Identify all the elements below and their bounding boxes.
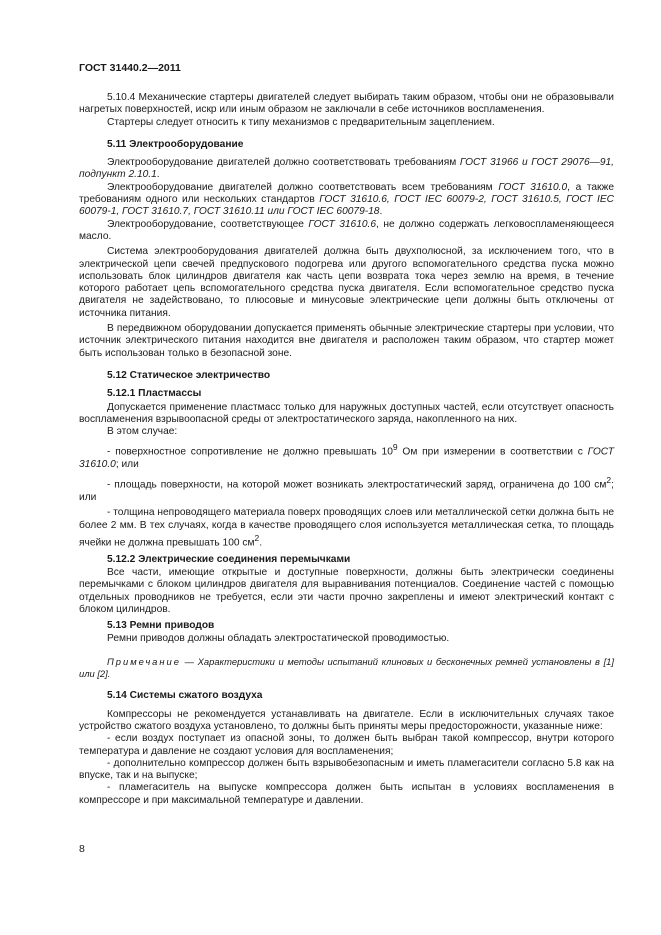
- heading-5-14: 5.14 Системы сжатого воздуха: [107, 690, 263, 702]
- document-header: ГОСТ 31440.2—2011: [79, 62, 181, 74]
- paragraph-5-12-1-1: Допускается применение пластмасс только для наружных доступных частей, если отсутствует опасность воспламенения взрывоопасной среды от электростатического заряда, накопленного на них.: [79, 401, 614, 425]
- page-number: 8: [79, 843, 85, 855]
- heading-5-12-2: 5.12.2 Электрические соединения перемычками: [107, 553, 351, 565]
- list-item-flame-arresters: - дополнительно компрессор должен быть взрывобезопасным и иметь пламегасители согласно 5.8 как на впуске, так и на выпуске;: [79, 757, 614, 782]
- paragraph-5-11-4: Система электрооборудования двигателей должна быть двухполюсной, за исключением того, что в электрической цепи свечей предпускового подогрева или другого вспомогательного средства пуска можно использовать блок цилиндров двигателя как часть цепи возврата тока через землю на время, в течение которого работает цепь вспомогательного средства пуска двигателя. Если вспомогательное средство пуска двигателя не задействовано, то плюсовые и минусовые электрические цепи должны быть отключены от источника питания.: [79, 246, 614, 319]
- list-item-air-source: - если воздух поступает из опасной зоны, то должен быть выбран такой компрессор, внутри которого температура и давление не создают условия для воспламенения;: [79, 733, 614, 757]
- heading-5-12-1: 5.12.1 Пластмассы: [107, 388, 202, 400]
- heading-5-12: 5.12 Статическое электричество: [107, 369, 271, 381]
- heading-5-11: 5.11 Электрооборудование: [107, 138, 244, 150]
- list-item-arrester-test: - пламегаситель на выпуске компрессора должен быть испытан в условиях воспламенения в компрессоре и при максимальной температуре и давлении.: [79, 782, 614, 806]
- paragraph-5-12-2-1: Все части, имеющие открытые и доступные поверхности, должны быть электрически соединены перемычками с блоком цилиндров двигателя для выравнивания потенциалов. Соединение частей с помощью отдельных проводников не требуется, если эти части прочно закреплены и имеют электрический контакт с блоком цилиндров.: [79, 566, 614, 615]
- paragraph-starters: Стартеры следует относить к типу механизмов с предварительным зацеплением.: [107, 116, 495, 128]
- paragraph-5-10-4: 5.10.4 Механические стартеры двигателей следует выбирать таким образом, чтобы они не образовывали нагретых поверхностей, искр или иным образом не заключали в себе источников воспламенения.: [79, 92, 614, 116]
- note-5-13: Примечание — Характеристики и методы испытаний клиновых и бесконечных ремней установлены в [1] или [2].: [79, 655, 614, 680]
- paragraph-5-11-3: Электрооборудование, соответствующее ГОСТ 31610.6, не должно содержать легковоспламеняющееся масло.: [79, 218, 615, 242]
- paragraph-5-12-1-2: В этом случае:: [107, 426, 178, 438]
- paragraph-5-11-1: Электрооборудование двигателей должно соответствовать требованиям ГОСТ 31966 и ГОСТ 29076—91, подпункт 2.10.1.: [79, 157, 614, 181]
- paragraph-5-11-2: Электрооборудование двигателей должно соответствовать всем требованиям ГОСТ 31610.0, а также требованиям одного или нескольких стандартов ГОСТ 31610.6, ГОСТ IEC 60079-2, ГОСТ 31610.5, ГОСТ IEC 60079-1, ГОСТ 31610.7, ГОСТ 31610.11 или ГОСТ IEC 60079-18.: [79, 181, 614, 218]
- paragraph-5-11-5: В передвижном оборудовании допускается применять обычные электрические стартеры при условии, что источник электрического питания находится вне двигателя и расположен таким образом, что стартер может быть использован только в безопасной зоне.: [79, 323, 614, 359]
- list-item-thickness: - толщина непроводящего материала поверх проводящих слоев или металлической сетки должна быть не более 2 мм. В тех случаях, когда в качестве проводящего слоя используется металлическая сетка, то площадь ячейки не должна превышать 100 $см^2$.: [79, 507, 614, 549]
- list-item-area: - площадь поверхности, на которой может возникать электростатический заряд, ограничена до 100 $см^2$; или: [79, 475, 614, 504]
- page-content: [79, 92, 614, 807]
- list-item-resistance: - поверхностное сопротивление не должно превышать $10^9$ Ом при измерении в соответствии с ГОСТ 31610.0; или: [79, 442, 614, 471]
- paragraph-5-13-1: Ремни приводов должны обладать электростатической проводимостью.: [107, 633, 450, 645]
- heading-5-13: 5.13 Ремни приводов: [107, 620, 215, 632]
- paragraph-5-14-1: Компрессоры не рекомендуется устанавливать на двигателе. Если в исключительных случаях такое устройство сжатого воздуха установлено, то должны быть приняты меры предосторожности, указанные ниже:: [79, 708, 614, 732]
